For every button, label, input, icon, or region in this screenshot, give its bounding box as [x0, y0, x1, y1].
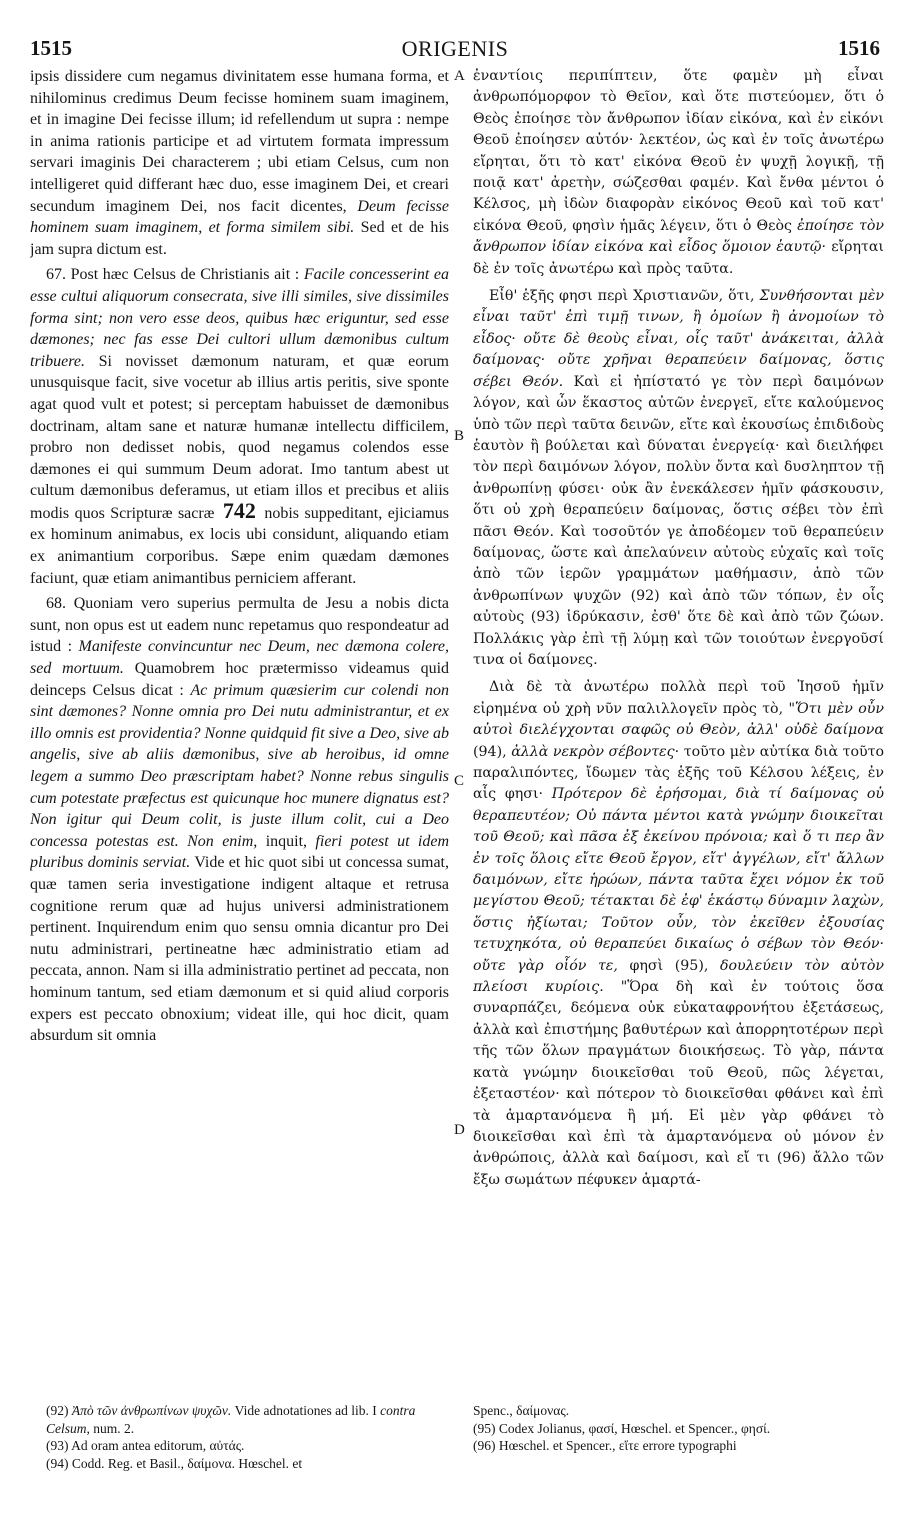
text: (92): [46, 1403, 69, 1418]
footnote-93: (93) Ad oram antea editorum, αὐτάς.: [46, 1438, 245, 1453]
italic-text: Deum fecisse hominem suam imaginem, et forma similem sibi.: [30, 197, 449, 237]
italic-text: Ac primum quæsierim cur colendi non sint dæmones? Nonne omnia pro Dei nutu administrantur, et ex illo omnis est providentia? Nonne quidquid fit sive a Deo, sive ab angelis, sive ab aliis dæmonibus, sive ab heroibus, id omne legem a summo Deo præscriptam habet? Nonne rebus singulis cum potestate præfectus est quicunque hoc munere dignatus est? Non igitur qui Deum colit, is juste illum colit, cui a Deo concessa potestas est. Non enim,: [30, 681, 449, 850]
text: nobis suppeditant, ejiciamus ex hominum animabus, ex locis ubi considunt, aliquando etiam ex animantium corporibus. Sæpe enim quædam dæmones faciunt, quæ etiam animantibus perniciem afferant.: [30, 504, 449, 587]
latin-column: [30, 66, 449, 1396]
latin-paragraph-67: [30, 264, 449, 589]
footnote-94: (94) Codd. Reg. et Basil., δαίμονα. Hœschel. et: [46, 1455, 303, 1471]
migne-column-number: 742: [222, 497, 256, 523]
margin-letter-a: A: [454, 68, 465, 84]
text: Εἶθ' ἑξῆς φησι περὶ Χριστιανῶν, ὅτι,: [489, 288, 755, 305]
text: 67. Post hæc Celsus de Christianis ait :: [46, 266, 300, 284]
text: "Ὅρα δὴ καὶ ἐν τούτοις ὅσα συναρπάζει, δεόμενα οὐκ εὐκαταφρονήτου ἐξετάσεως, ἀλλὰ καὶ ἐπιστήμης βαθυτέρων καὶ ἀπορρητοτέρων περὶ τῆς τῶν ὅλων πραγμάτων διοικήσεως. Τὸ γὰρ, πάντα κατὰ γνώμην διοικεῖσθαι τοῦ Θεοῦ, πῶς λέγεται, ἐξεταστέον· καὶ πότερον τὸ διοικεῖσθαι φθάνει καὶ ἐπὶ τὰ ἁμαρτανόμενα ἢ μή. Εἰ μὲν γὰρ φθάνει τὸ διοικεῖσθαι καὶ ἐπὶ τὰ ἁμαρτανόμενα οὐ μόνον ἐν ἀνθρώποις, ἀλλὰ καὶ δαίμοσι, καὶ εἴ τι (96) ἄλλο τῶν ἔξω σωμάτων πέφυκεν ἁμαρτά-: [473, 979, 884, 1188]
italic-text: Manifeste convincuntur nec Deum, nec dæmona colere, sed mortuum.: [30, 638, 449, 678]
text: (94),: [473, 743, 507, 760]
text: Sed et de his jam supra dictum est.: [30, 219, 449, 258]
footnote-95: (95) Codex Jolianus, φασί, Hœschel. et Spencer., φησί.: [473, 1420, 771, 1436]
latin-paragraph-68: [30, 593, 449, 1046]
text: Vide et hic quot sibi ut concessa sumat, quæ tamen seria investigatione indigent altaque et retrusa cognitione rerum quæ ad hujus universi administrationem pertinent. Inquirendum enim quo sensu omnia dicantur pro Dei nutu administrari, pertineatne hæc administratio etiam ad peccata, annon. Nam si illa administratio pertinet ad peccata, non hominum tantum, sed etiam dæmonum et si quid aliud corporis expers est peccato obnoxium; videat ille, qui hoc dicit, quam absurdum sit omnia: [30, 854, 449, 1045]
text: inquit,: [265, 832, 308, 850]
greek-paragraph-1: [473, 66, 884, 280]
text: ipsis dissidere cum negamus divinitatem esse humana forma, et nihilominus credimus Deum fecisse hominem suam imaginem, et in imagine Dei fecisse illum; id refellendum ut supra : nempe in anima rationis participe et ad virtutem formata impressum servari imaginis Dei characterem ; ubi etiam Celsus, cum non intelligeret quid differant hæc duo, esse imaginem Dei, et creari secundum imaginem Dei, nos facit dicentes,: [30, 68, 449, 215]
text: Καὶ εἰ ἠπίστατό γε τὸν περὶ δαιμόνων λόγον, καὶ ὧν ἕκαστος αὐτῶν ἐνεργεῖ, εἴτε καλούμενος ὑπὸ τῶν περὶ ταῦτα δεινῶν, εἴτε καὶ ἑκουσίως ἐπιδιδοὺς ἑαυτὸν ἢ βούλεται καὶ δύναται ἐνεργείᾳ· καὶ διειλήφει τὸν περὶ δαιμόνων λόγον, πολὺν ὄντα καὶ δυσληπτον τῇ ἀνθρωπίνῃ φύσει· οὐκ ἂν ἐνεκάλεσεν ἡμῖν φάσκουσιν, ὅτι οὐ χρὴ θεραπεύειν δαίμονας, ὅστις σέβει τὸν ἐπὶ πᾶσι Θεόν. Καὶ τοσοῦτόν γε ἀποδέομεν τοῦ θεραπεύειν δαίμονας, ὥστε καὶ ἀπελαύνειν αὐτοὺς εὐχαῖς καὶ τοῖς ἀπὸ τῶν ἱερῶν γραμμάτων μαθήμασιν, ἀπὸ τῶν ἀνθρωπίνων ψυχῶν (92) καὶ ἀπὸ τῶν τόπων, ἐν οἷς αὐτοὺς (93) ἱδρύκασιν, ἐσθ' ὅτε δὲ καὶ ἀπὸ τῶν ζώων. Πολλάκις γὰρ ἐπὶ τῇ λύμῃ καὶ τῶν τοιούτων ἐνεργοῦσί τινα οἱ δαίμονες.: [473, 373, 884, 668]
text: num. 2.: [93, 1420, 135, 1436]
text: Διὰ δὲ τὰ ἀνωτέρω πολλὰ περὶ τοῦ Ἰησοῦ ἡμῖν εἰρημένα οὐ χρὴ νῦν παλιλλογεῖν πρὸς τὸ,: [473, 679, 884, 717]
greek-paragraph-2: [473, 286, 884, 671]
footnote-94-continued: Spenc., δαίμονας.: [473, 1403, 570, 1418]
text: Vide adnotationes ad lib. I: [234, 1403, 377, 1418]
text: φησὶ (95),: [629, 957, 709, 974]
italic-text: Συνθήσονται μὲν εἶναι ταῦτ' ἐπὶ τιμῇ τινων, ἢ ὁμοίων ἢ ἀνομοίων τὸ εἶδος· οὔτε δὲ θεοὺς εἶναι, οἷς ταῦτ' ἀνάκειται, ἀλλὰ δαίμονας· οὔτε χρῆναι θεραπεύειν δαίμονας, ὅστις σέβει Θεόν.: [473, 288, 884, 390]
italic-text: ἐποίησε τὸν ἄνθρωπον ἰδίαν εἰκόνα καὶ εἶδος ὅμοιον ἑαυτῷ·: [473, 217, 884, 256]
text: τοῦτο μὲν αὐτίκα διὰ τοῦτο παραλιπόντες, ἴδωμεν τὰς ἑξῆς τοῦ Κέλσου λέξεις, ἐν αἷς φησι·: [473, 743, 884, 803]
page-header: [30, 36, 880, 64]
margin-letter-b: B: [454, 428, 465, 444]
text: εἴρηται δὲ ἐν τοῖς ἀνωτέρω καὶ πρὸς ταῦτα.: [473, 239, 884, 277]
running-title: ORIGENIS: [401, 36, 509, 61]
italic-text: fieri potest ut idem pluribus dominis serviat.: [30, 832, 449, 872]
text: Si novisset dæmonum naturam, et quæ eorum unusquisque facit, sive vocetur ab illius artis peritis, sive sponte agat quod vult et potest; si perceptam habuisset de dæmonibus doctrinam, altam sane et naturæ humanæ intellectu difficilem, probro non dedisset nobis, quod negamus colendos esse dæmones ei qui summum Deum adorat. Imo tantum abest ut cultum dæmonibus deferamus, ut etiam illos et precibus et aliis modis quos Scripturæ sacræ: [30, 352, 449, 522]
footnotes-right: [473, 1402, 884, 1455]
margin-letter-d: D: [454, 1122, 465, 1138]
italic-text: Facile concesserint ea esse cultui aliquorum consecrata, sive illi similes, sive dissimiles forma sint; non vero esse deos, quibus hæc eriguntur, sed esse dæmones; nec fas esse Dei cultori ullum dæmonibus cultum tribuere.: [30, 266, 449, 370]
greek-paragraph-3: [473, 677, 884, 1191]
greek-column: [473, 66, 884, 1396]
italic-text: Ἀπὸ τῶν ἀνθρωπίνων ψυχῶν.: [71, 1403, 232, 1418]
latin-paragraph-1: [30, 66, 449, 260]
page-number-right: 1516: [838, 36, 880, 60]
text: 68. Quoniam vero superius permulta de Jesu a nobis dicta sunt, non opus est ut eadem nunc repetamus quo respondeatur ad istud :: [30, 595, 449, 656]
margin-letter-c: C: [454, 773, 465, 789]
page-number-left: 1515: [30, 36, 72, 60]
footnotes-left: [46, 1402, 452, 1472]
italic-text: "Ὅτι μὲν οὖν αὐτοὶ διελέγχονται σαφῶς οὐ Θεὸν, ἀλλ' οὐδὲ δαίμονα: [473, 700, 884, 739]
footnote-96: (96) Hœschel. et Spencer., εἴτε errore typographi: [473, 1438, 737, 1453]
italic-text: ἀλλὰ νεκρὸν σέβοντες·: [511, 743, 680, 760]
footnote-92: [46, 1402, 452, 1437]
italic-text: Πρότερον δὲ ἐρήσομαι, διὰ τί δαίμονας οὐ θεραπευτέον; Οὐ πάντα μέντοι κατὰ γνώμην διοικεῖται τοῦ Θεοῦ; καὶ πᾶσα ἐξ ἐκείνου πρόνοια; καὶ ὅ τι περ ἂν ἐν τοῖς ὅλοις εἴτε Θεοῦ ἔργον, εἴτ' ἀγγέλων, εἴτ' ἄλλων δαιμόνων, εἴτε ἡρώων, πάντα ταῦτα ἔχει νόμον ἐκ τοῦ μεγίστου Θεοῦ; τέτακται δὲ ἐφ' ἑκάστῳ δύναμιν λαχὼν, ὅστις ἠξίωται; Τοῦτον οὖν, τὸν ἐκεῖθεν ἐξουσίας τετυχηκότα, οὐ θεραπεύει δικαίως ὁ σέβων τὸν Θεόν· οὔτε γὰρ οἷόν τε,: [473, 786, 884, 974]
text: ἐναντίοις περιπίπτειν, ὅτε φαμὲν μὴ εἶναι ἀνθρωπόμορφον τὸ Θεῖον, καὶ ὅτε πιστεύομεν, ὅτι ὁ Θεὸς ἐποίησε τὸν ἄνθρωπον ἰδίαν εἰκόνα, καὶ ἐν εἰκόνι Θεοῦ ἐποίησεν αὐτόν· λεκτέον, ὡς καὶ ἐν τοῖς ἀνωτέρω εἴρηται, ὅτι τὸ κατ' εἰκόνα Θεοῦ ἐν ψυχῇ λογικῇ, τῇ ποιᾷ κατ' ἀρετὴν, σώζεσθαι φαμέν. Καὶ ἔνθα μέντοι ὁ Κέλσος, μὴ ἰδὼν διαφορὰν εἰκόνος Θεοῦ καὶ τοῦ κατ' εἰκόνα Θεοῦ, φησὶν ἡμᾶς λέγειν, ὅτι ὁ Θεὸς: [473, 68, 884, 234]
italic-text: δουλεύειν τὸν αὐτὸν πλείοσι κυρίοις.: [473, 957, 884, 996]
text: Quamobrem hoc prætermisso videamus quid deinceps Celsus dicat :: [30, 660, 449, 699]
italic-text: contra Celsum,: [46, 1403, 416, 1436]
